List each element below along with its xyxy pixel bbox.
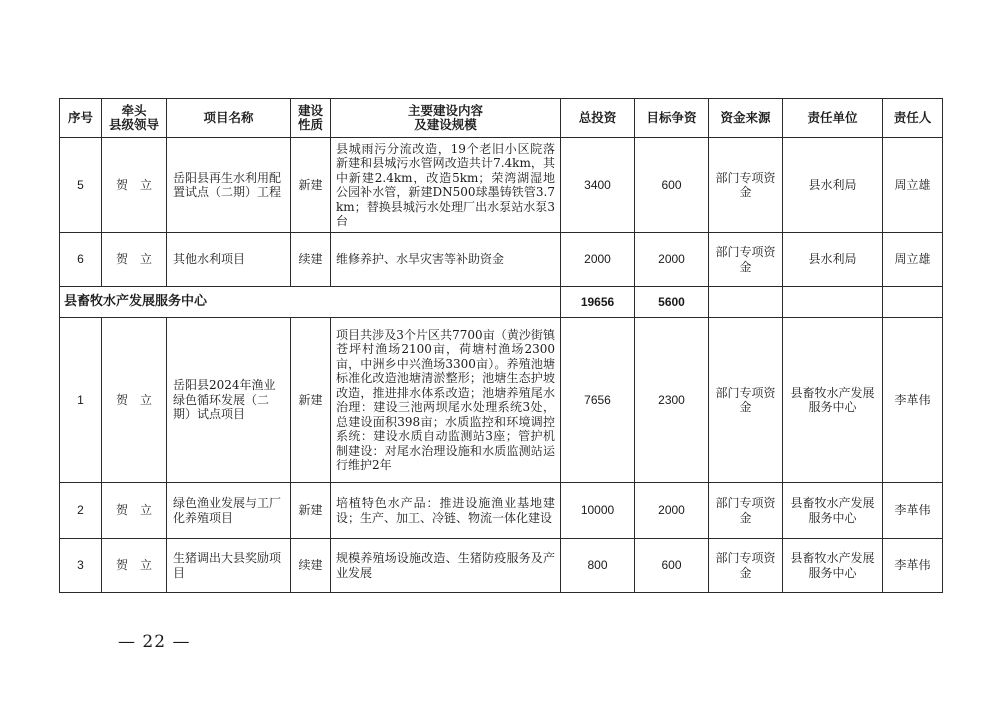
table-row: [60, 539, 943, 593]
cell-content: 规模养殖场设施改造、生猪防疫服务及产业发展: [331, 539, 561, 593]
cell-total: 2000: [561, 233, 635, 287]
cell-unit: 县畜牧水产发展服务中心: [783, 483, 883, 539]
cell-unit: 县畜牧水产发展服务中心: [783, 539, 883, 593]
cell-nature: 新建: [291, 318, 331, 483]
cell-seq: 1: [60, 318, 102, 483]
cell-person: 周立雄: [883, 138, 943, 233]
section-empty: [783, 287, 883, 318]
cell-source: 部门专项资金: [709, 539, 783, 593]
header-unit: 责任单位: [783, 99, 883, 138]
cell-unit: 县水利局: [783, 233, 883, 287]
section-title: 县畜牧水产发展服务中心: [60, 287, 561, 318]
cell-target: 600: [635, 539, 709, 593]
cell-person: 周立雄: [883, 233, 943, 287]
cell-target: 2300: [635, 318, 709, 483]
cell-seq: 6: [60, 233, 102, 287]
cell-total: 800: [561, 539, 635, 593]
section-empty: [883, 287, 943, 318]
cell-content: 项目共涉及3个片区共7700亩（黄沙街镇苍坪村渔场2100亩，荷塘村渔场2300亩，中洲乡中兴渔场3300亩）。养殖池塘标准化改造池塘清淤整形；池塘生态护坡改造，推进排水体系改造；池塘养殖尾水治理：建设三池两坝尾水处理系统3处，总建设面积398亩；水质监控和环境调控系统：建设水质自动监测站3座；管护机制建设：对尾水治理设施和水质监测站运行维护2年: [331, 318, 561, 483]
cell-name: 绿色渔业发展与工厂化养殖项目: [167, 483, 291, 539]
section-row: [60, 287, 943, 318]
header-leader: 牵头 县级领导: [102, 99, 167, 138]
cell-leader: 贺 立: [102, 539, 167, 593]
cell-target: 600: [635, 138, 709, 233]
header-total: 总投资: [561, 99, 635, 138]
cell-content: 培植特色水产品：推进设施渔业基地建设；生产、加工、冷链、物流一体化建设: [331, 483, 561, 539]
cell-person: 李革伟: [883, 318, 943, 483]
table-row: [60, 233, 943, 287]
cell-person: 李革伟: [883, 539, 943, 593]
table-row: [60, 138, 943, 233]
section-empty: [709, 287, 783, 318]
cell-source: 部门专项资金: [709, 483, 783, 539]
cell-content: 维修养护、水旱灾害等补助资金: [331, 233, 561, 287]
table-row: [60, 318, 943, 483]
cell-unit: 县畜牧水产发展服务中心: [783, 318, 883, 483]
cell-leader: 贺 立: [102, 318, 167, 483]
cell-total: 3400: [561, 138, 635, 233]
cell-nature: 续建: [291, 233, 331, 287]
cell-leader: 贺 立: [102, 138, 167, 233]
header-target: 目标争资: [635, 99, 709, 138]
cell-name: 岳阳县2024年渔业绿色循环发展（二期）试点项目: [167, 318, 291, 483]
cell-unit: 县水利局: [783, 138, 883, 233]
cell-source: 部门专项资金: [709, 318, 783, 483]
cell-target: 2000: [635, 483, 709, 539]
section-target: 5600: [635, 287, 709, 318]
header-nature: 建设 性质: [291, 99, 331, 138]
cell-name: 岳阳县再生水利用配置试点（二期）工程: [167, 138, 291, 233]
cell-name: 生猪调出大县奖励项目: [167, 539, 291, 593]
cell-seq: 2: [60, 483, 102, 539]
cell-leader: 贺 立: [102, 483, 167, 539]
cell-target: 2000: [635, 233, 709, 287]
table-row: [60, 483, 943, 539]
page-number: — 22 —: [118, 632, 191, 652]
header-seq: 序号: [60, 99, 102, 138]
project-table: [59, 98, 943, 593]
cell-total: 7656: [561, 318, 635, 483]
cell-seq: 3: [60, 539, 102, 593]
header-source: 资金来源: [709, 99, 783, 138]
cell-nature: 新建: [291, 138, 331, 233]
cell-name: 其他水利项目: [167, 233, 291, 287]
cell-source: 部门专项资金: [709, 233, 783, 287]
table-header-row: [60, 99, 943, 138]
cell-seq: 5: [60, 138, 102, 233]
cell-total: 10000: [561, 483, 635, 539]
cell-person: 李革伟: [883, 483, 943, 539]
header-name: 项目名称: [167, 99, 291, 138]
cell-source: 部门专项资金: [709, 138, 783, 233]
cell-nature: 新建: [291, 483, 331, 539]
cell-leader: 贺 立: [102, 233, 167, 287]
header-person: 责任人: [883, 99, 943, 138]
cell-nature: 续建: [291, 539, 331, 593]
section-total: 19656: [561, 287, 635, 318]
header-content: 主要建设内容 及建设规模: [331, 99, 561, 138]
cell-content: 县城雨污分流改造，19个老旧小区院落新建和县城污水管网改造共计7.4km，其中新建2.4km，改造5km；荣湾湖湿地公园补水管，新建DN500球墨铸铁管3.7km；替换县城污水处理厂出水泵站水泵3台: [331, 138, 561, 233]
